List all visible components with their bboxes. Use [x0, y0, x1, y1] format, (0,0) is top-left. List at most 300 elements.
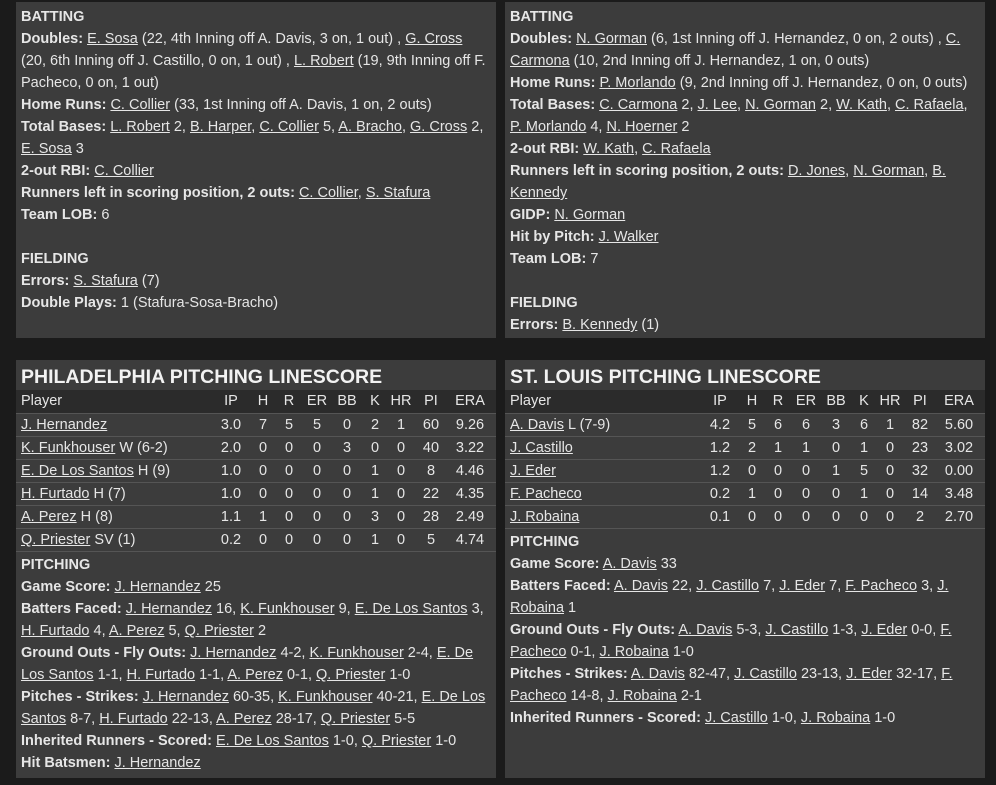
table-row [16, 505, 496, 528]
player-list [705, 710, 895, 726]
stat-cell-k: 1 [370, 531, 380, 548]
player-link[interactable]: N. Gorman [853, 163, 925, 179]
player-link[interactable]: K. Funkhouser [309, 645, 404, 661]
double-plays-line [21, 292, 491, 314]
player-list [562, 317, 659, 333]
stat-cell-era: 4.35 [455, 485, 485, 502]
total-bases-line [510, 94, 980, 138]
stat-cell-hr: 0 [885, 485, 895, 502]
table-row [16, 528, 496, 551]
player-link[interactable]: A. Bracho [338, 119, 402, 135]
doubles-line [21, 28, 491, 94]
player-link[interactable]: J. Castillo [510, 439, 573, 456]
player-link[interactable]: E. Sosa [87, 31, 138, 47]
player-link[interactable]: C. Collier [94, 163, 154, 179]
stat-cell-er: 0 [801, 485, 811, 502]
pitcher-cell [505, 413, 701, 436]
stat-cell-hr: 1 [885, 416, 895, 433]
stat-detail: (6, 1st Inning off J. Hernandez, 0 on, 2 outs) , [646, 31, 946, 47]
player-link[interactable]: H. Furtado [99, 711, 168, 727]
player-list [510, 31, 960, 69]
doubles-label: Doubles: [21, 31, 84, 47]
stat-detail: (9, 2nd Inning off J. Hernandez, 0 on, 0 outs) [675, 75, 968, 91]
player-link[interactable]: B. Kennedy [510, 163, 946, 201]
pitcher-cell [505, 505, 701, 528]
pitcher-cell [16, 482, 212, 505]
total-bases-label: Total Bases: [510, 97, 596, 113]
stat-detail: , [737, 97, 746, 113]
player-list [299, 185, 430, 201]
stat-detail: , [886, 97, 895, 113]
decision-text: L (7-9) [564, 416, 611, 433]
stat-detail: 0-1, [282, 667, 317, 683]
stat-cell-r: 5 [284, 416, 294, 433]
player-link[interactable]: K. Funkhouser [21, 439, 116, 456]
stat-cell-er: 0 [312, 462, 322, 479]
player-link[interactable]: N. Gorman [745, 97, 816, 113]
stat-detail: 1-3, [828, 622, 862, 638]
stat-cell-pi: 14 [911, 485, 929, 502]
stat-detail: (20, 6th Inning off J. Castillo, 0 on, 1 out) , [21, 53, 294, 69]
batting-heading: BATTING [21, 9, 85, 25]
player-link[interactable]: C. Collier [298, 185, 358, 201]
player-list [599, 229, 659, 245]
stat-cell-h: 2 [747, 439, 757, 456]
stat-detail: 5-5 [390, 711, 416, 727]
stat-cell-k: 2 [370, 416, 380, 433]
player-link[interactable]: K. Funkhouser [240, 601, 335, 617]
home-runs-line [510, 72, 980, 94]
pitching-heading: PITCHING [21, 557, 91, 573]
player-link[interactable]: F. Pacheco [510, 622, 952, 660]
player-link[interactable]: H. Furtado [21, 623, 90, 639]
player-link[interactable]: B. Kennedy [562, 317, 638, 333]
player-list [114, 755, 200, 771]
stat-detail: 2, [677, 97, 698, 113]
column-header: BB [826, 393, 846, 410]
stat-detail: 3, [467, 601, 484, 617]
stat-cell-r: 0 [773, 485, 783, 502]
stat-detail: 7, [759, 578, 780, 594]
stat-cell-h: 5 [747, 416, 757, 433]
table-header-row [16, 390, 496, 413]
team-lob-line [21, 204, 491, 226]
player-link[interactable]: J. Hernandez [125, 601, 213, 617]
stat-cell-er: 0 [312, 531, 322, 548]
player-link[interactable]: A. Davis [613, 578, 668, 594]
stat-cell-h: 0 [258, 485, 268, 502]
player-link[interactable]: N. Gorman [554, 207, 626, 223]
player-list [554, 207, 625, 223]
player-link[interactable]: E. De Los Santos [21, 462, 134, 479]
player-link[interactable]: J. Eder [510, 462, 556, 479]
player-link[interactable]: H. Furtado [21, 485, 90, 502]
stat-cell-era: 2.70 [944, 508, 974, 525]
stat-cell-bb: 0 [342, 531, 352, 548]
column-header: ERA [944, 393, 974, 410]
stat-detail: 1-0, [767, 710, 801, 726]
player-list [115, 579, 221, 595]
errors-label: Errors: [510, 317, 559, 333]
two-out-rbi-label: 2-out RBI: [21, 163, 91, 179]
player-link[interactable]: J. Castillo [734, 666, 797, 682]
stat-cell-r: 0 [284, 531, 294, 548]
ground-fly-label: Ground Outs - Fly Outs: [510, 622, 676, 638]
stat-cell-er: 0 [312, 439, 322, 456]
player-link[interactable]: J. Hernandez [21, 416, 108, 433]
stat-cell-r: 6 [773, 416, 783, 433]
stat-cell-ip: 2.0 [220, 439, 242, 456]
stat-cell-era: 0.00 [944, 462, 974, 479]
stat-detail: 5, [164, 623, 185, 639]
batters-faced-line [21, 598, 491, 642]
stat-detail: 1-0 [668, 644, 694, 660]
stat-detail: , [963, 97, 968, 113]
stat-cell-hr: 0 [396, 485, 406, 502]
stat-detail: 25 [200, 579, 221, 595]
game-score-line [510, 553, 980, 575]
player-link[interactable]: A. Davis [678, 622, 733, 638]
stat-cell-era: 5.60 [944, 416, 974, 433]
stat-cell-h: 0 [747, 508, 757, 525]
player-link[interactable]: E. De Los Santos [215, 733, 329, 749]
stat-cell-ip: 3.0 [220, 416, 242, 433]
stat-detail: (1) [637, 317, 660, 333]
stat-detail: 22, [667, 578, 697, 594]
player-link[interactable]: S. Stafura [73, 273, 138, 289]
stat-cell-ip: 0.2 [709, 485, 731, 502]
batters-faced-line [510, 575, 980, 619]
table-row [505, 413, 985, 436]
stat-cell-pi: 28 [422, 508, 440, 525]
column-header: Player [21, 393, 63, 410]
player-link[interactable]: J. Lee [697, 97, 738, 113]
risp-label: Runners left in scoring position, 2 outs: [21, 185, 295, 201]
player-link[interactable]: Q. Priester [361, 733, 432, 749]
stat-detail: 33 [656, 556, 677, 572]
player-link[interactable]: C. Collier [259, 119, 319, 135]
stat-detail: 2-1 [676, 688, 702, 704]
player-link[interactable]: J. Robaina [800, 710, 871, 726]
player-list [110, 97, 431, 113]
player-link[interactable]: A. Perez [216, 711, 272, 727]
column-header: K [370, 393, 380, 410]
player-link[interactable]: J. Hernandez [114, 579, 201, 595]
stat-cell-hr: 0 [885, 462, 895, 479]
player-link[interactable]: C. Collier [110, 97, 171, 113]
player-link[interactable]: E. De Los Santos [21, 645, 474, 683]
player-link[interactable]: C. Carmona [599, 97, 678, 113]
player-link[interactable]: G. Cross [405, 31, 463, 47]
stat-detail: 1-0 [870, 710, 896, 726]
stat-cell-k: 1 [859, 485, 869, 502]
player-link[interactable]: P. Morlando [510, 119, 587, 135]
stat-cell-er: 0 [312, 508, 322, 525]
stat-cell-bb: 3 [342, 439, 352, 456]
player-link[interactable]: E. De Los Santos [21, 689, 486, 727]
pitching-linescore-title: ST. LOUIS PITCHING LINESCORE [510, 366, 821, 388]
game-score-line [21, 576, 491, 598]
stat-detail: 28-17, [271, 711, 321, 727]
stat-detail: 1-1, [195, 667, 228, 683]
stat-cell-k: 1 [370, 462, 380, 479]
stat-cell-er: 6 [801, 416, 811, 433]
stat-cell-ip: 0.2 [220, 531, 242, 548]
stat-cell-pi: 2 [915, 508, 925, 525]
player-link[interactable]: P. Morlando [599, 75, 676, 91]
risp-label: Runners left in scoring position, 2 outs: [510, 163, 784, 179]
stat-detail: 2, [467, 119, 484, 135]
player-link[interactable]: J. Castillo [765, 622, 829, 638]
table-row [16, 413, 496, 436]
stat-detail: 7, [825, 578, 846, 594]
player-link[interactable]: G. Cross [410, 119, 468, 135]
table-row [505, 436, 985, 459]
column-header: HR [390, 393, 412, 410]
player-link[interactable]: A. Perez [227, 667, 283, 683]
pitcher-cell [16, 413, 212, 436]
player-link[interactable]: J. Eder [846, 666, 893, 682]
stat-detail: 22-13, [167, 711, 217, 727]
stat-cell-hr: 0 [885, 508, 895, 525]
player-link[interactable]: H. Furtado [126, 667, 196, 683]
pitching-notes [505, 528, 985, 729]
player-link[interactable]: W. Kath [583, 141, 635, 157]
column-header: BB [337, 393, 357, 410]
pitching-linescore-title: PHILADELPHIA PITCHING LINESCORE [21, 366, 383, 388]
stat-detail: 2, [816, 97, 837, 113]
player-link[interactable]: A. Davis [602, 556, 657, 572]
stat-cell-bb: 0 [831, 508, 841, 525]
stat-detail: 4-2, [276, 645, 310, 661]
pitches-strikes-label: Pitches - Strikes: [21, 689, 139, 705]
player-link[interactable]: B. Harper [190, 119, 252, 135]
stat-cell-bb: 0 [342, 508, 352, 525]
player-link[interactable]: J. Castillo [704, 710, 768, 726]
two-out-rbi-line [21, 160, 491, 182]
column-header: R [772, 393, 784, 410]
player-link[interactable]: Q. Priester [21, 531, 91, 548]
player-link[interactable]: J. Walker [598, 229, 659, 245]
stat-cell-ip: 1.0 [220, 485, 242, 502]
stat-detail: , [251, 119, 260, 135]
player-link[interactable]: J. Hernandez [114, 755, 201, 771]
player-link[interactable]: J. Robaina [599, 644, 669, 660]
table-row [505, 459, 985, 482]
stat-detail: 0-1, [566, 644, 600, 660]
player-list [94, 163, 154, 179]
team-lob-label: Team LOB: [21, 207, 98, 223]
stat-cell-h: 1 [258, 508, 268, 525]
pitches-strikes-label: Pitches - Strikes: [510, 666, 628, 682]
stat-detail: 14-8, [566, 688, 608, 704]
stat-detail: , [924, 163, 933, 179]
column-header: ERA [455, 393, 485, 410]
player-link[interactable]: F. Pacheco [845, 578, 918, 594]
stat-detail: 82-47, [684, 666, 735, 682]
pitcher-cell [16, 459, 212, 482]
stat-cell-hr: 0 [396, 531, 406, 548]
player-link[interactable]: J. Robaina [607, 688, 677, 704]
ground-fly-line [510, 619, 980, 663]
stat-cell-h: 0 [258, 462, 268, 479]
column-header: IP [713, 393, 727, 410]
stat-cell-r: 0 [284, 462, 294, 479]
player-link[interactable]: C. Rafaela [642, 141, 711, 157]
pitcher-cell [16, 436, 212, 459]
column-header: PI [913, 393, 927, 410]
stat-detail: 4, [586, 119, 607, 135]
double-plays-value: 1 (Stafura-Sosa-Bracho) [120, 295, 279, 311]
player-list [603, 556, 677, 572]
stat-cell-h: 1 [747, 485, 757, 502]
stat-cell-er: 5 [312, 416, 322, 433]
player-link[interactable]: J. Robaina [510, 578, 949, 616]
errors-line [510, 314, 980, 336]
player-link[interactable]: N. Gorman [576, 31, 647, 47]
stat-detail: (22, 4th Inning off A. Davis, 3 on, 1 out) , [137, 31, 406, 47]
stat-detail: 1 [564, 600, 577, 616]
stat-cell-er: 0 [801, 508, 811, 525]
stat-cell-hr: 0 [396, 439, 406, 456]
game-score-label: Game Score: [510, 556, 600, 572]
stat-cell-pi: 32 [911, 462, 929, 479]
stat-cell-r: 0 [284, 485, 294, 502]
player-link[interactable]: W. Kath [836, 97, 887, 113]
stat-cell-er: 0 [312, 485, 322, 502]
column-header: K [859, 393, 869, 410]
stat-cell-ip: 1.2 [709, 462, 731, 479]
stat-cell-r: 1 [773, 439, 783, 456]
player-list [21, 31, 486, 91]
player-link[interactable]: J. Hernandez [142, 689, 229, 705]
stat-detail: 60-35, [228, 689, 279, 705]
stat-cell-bb: 0 [831, 439, 841, 456]
player-link[interactable]: L. Robert [293, 53, 354, 69]
hit-batsmen-label: Hit Batsmen: [21, 755, 111, 771]
stat-detail: 3 [71, 141, 84, 157]
player-link[interactable]: S. Stafura [365, 185, 431, 201]
pitching-notes [16, 551, 496, 774]
player-link[interactable]: J. Eder [779, 578, 826, 594]
player-link[interactable]: L. Robert [110, 119, 170, 135]
stat-cell-pi: 5 [426, 531, 436, 548]
stat-cell-k: 3 [370, 508, 380, 525]
player-link[interactable]: C. Carmona [510, 31, 961, 69]
home-runs-label: Home Runs: [21, 97, 107, 113]
player-link[interactable]: D. Jones [787, 163, 846, 179]
stat-cell-bb: 0 [342, 462, 352, 479]
stat-cell-era: 2.49 [455, 508, 485, 525]
stat-cell-pi: 40 [422, 439, 440, 456]
player-link[interactable]: N. Hoerner [606, 119, 678, 135]
pitching-linescore-table [505, 390, 985, 528]
column-header: R [283, 393, 295, 410]
player-link[interactable]: J. Hernandez [190, 645, 277, 661]
player-list [583, 141, 710, 157]
stat-cell-ip: 0.1 [709, 508, 731, 525]
decision-text: W (6-2) [115, 439, 168, 456]
player-link[interactable]: A. Perez [108, 623, 165, 639]
stat-cell-bb: 1 [831, 462, 841, 479]
gidp-line [510, 204, 980, 226]
team-lob-label: Team LOB: [510, 251, 587, 267]
player-link[interactable]: E. De Los Santos [354, 601, 468, 617]
stat-detail: 1-0, [328, 733, 362, 749]
stat-cell-ip: 1.0 [220, 462, 242, 479]
batters-faced-label: Batters Faced: [21, 601, 122, 617]
table-row [505, 505, 985, 528]
stat-cell-ip: 4.2 [709, 416, 731, 433]
stat-cell-h: 7 [258, 416, 268, 433]
decision-text: SV (1) [90, 531, 136, 548]
stat-cell-pi: 8 [426, 462, 436, 479]
column-header: H [257, 393, 269, 410]
stat-detail: , [845, 163, 854, 179]
stat-detail: 5, [318, 119, 339, 135]
stat-cell-k: 5 [859, 462, 869, 479]
player-link[interactable]: C. Rafaela [895, 97, 964, 113]
column-header: PI [424, 393, 438, 410]
column-header: HR [879, 393, 901, 410]
player-link[interactable]: A. Perez [21, 508, 77, 525]
stat-cell-hr: 1 [396, 416, 406, 433]
player-link[interactable]: Q. Priester [316, 667, 386, 683]
stat-detail: 16, [212, 601, 241, 617]
stat-cell-bb: 0 [831, 485, 841, 502]
player-link[interactable]: E. Sosa [21, 141, 72, 157]
player-link[interactable]: J. Robaina [510, 508, 580, 525]
stat-detail: 32-17, [892, 666, 942, 682]
player-link[interactable]: F. Pacheco [510, 485, 582, 502]
batting-heading: BATTING [510, 9, 574, 25]
st-louis-batting-panel [505, 2, 985, 338]
pitcher-cell [505, 482, 701, 505]
stat-cell-k: 1 [370, 485, 380, 502]
stat-detail: (19, 9th Inning off F. Pacheco, 0 on, 1 out) [21, 53, 486, 91]
stat-cell-era: 9.26 [455, 416, 485, 433]
stat-cell-era: 4.46 [455, 462, 485, 479]
stat-cell-er: 0 [801, 462, 811, 479]
inherited-runners-label: Inherited Runners - Scored: [21, 733, 212, 749]
stat-detail: 2, [169, 119, 190, 135]
batters-faced-label: Batters Faced: [510, 578, 611, 594]
column-header: Player [510, 393, 552, 410]
st-louis-pitching-panel [505, 360, 985, 778]
player-link[interactable]: J. Castillo [696, 578, 760, 594]
inherited-runners-line [21, 730, 491, 752]
stat-detail: 40-21, [372, 689, 422, 705]
stat-cell-r: 0 [284, 508, 294, 525]
stat-cell-ip: 1.2 [709, 439, 731, 456]
stat-cell-h: 0 [258, 439, 268, 456]
doubles-line [510, 28, 980, 72]
player-link[interactable]: K. Funkhouser [278, 689, 373, 705]
player-link[interactable]: F. Pacheco [510, 666, 953, 704]
home-runs-label: Home Runs: [510, 75, 596, 91]
player-link[interactable]: Q. Priester [184, 623, 254, 639]
stat-cell-r: 0 [773, 462, 783, 479]
player-link[interactable]: J. Eder [861, 622, 908, 638]
player-link[interactable]: A. Davis [510, 416, 564, 433]
stat-cell-era: 3.22 [455, 439, 485, 456]
stat-detail: 1-0 [385, 667, 411, 683]
player-link[interactable]: Q. Priester [320, 711, 391, 727]
player-list [216, 733, 456, 749]
player-link[interactable]: A. Davis [630, 666, 685, 682]
column-header: ER [795, 393, 817, 410]
total-bases-line [21, 116, 491, 160]
